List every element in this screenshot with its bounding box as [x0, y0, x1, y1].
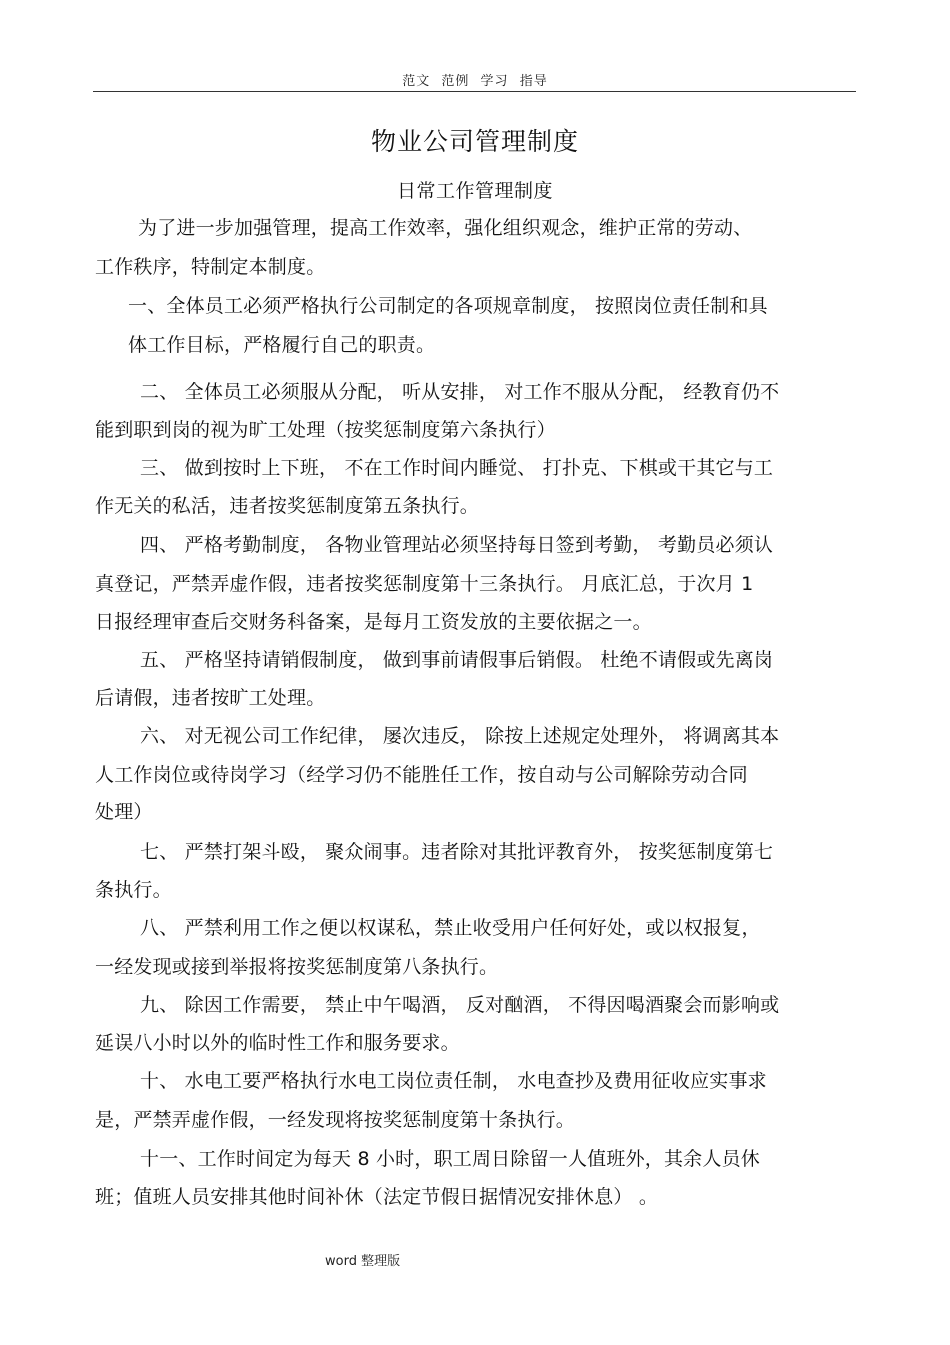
body-line: 为了进一步加强管理，提高工作效率，强化组织观念，维护正常的劳动、	[138, 217, 753, 239]
body-line: 日报经理审查后交财务科备案，是每月工资发放的主要依据之一。	[95, 611, 652, 633]
body-line: 人工作岗位或待岗学习（经学习仍不能胜任工作，按自动与公司解除劳动合同	[95, 764, 748, 786]
page-footer: word 整理版	[325, 1254, 401, 1269]
body-line: 九、 除因工作需要， 禁止中午喝酒， 反对酗酒， 不得因喝酒聚会而影响或	[140, 994, 780, 1016]
body-line: 后请假，违者按旷工处理。	[95, 687, 326, 709]
body-line: 真登记，严禁弄虚作假，违者按奖惩制度第十三条执行。 月底汇总，于次月 1	[95, 573, 754, 595]
body-line: 一、全体员工必须严格执行公司制定的各项规章制度， 按照岗位责任制和具	[128, 295, 768, 317]
document-title: 物业公司管理制度	[370, 127, 579, 156]
body-line: 是，严禁弄虚作假，一经发现将按奖惩制度第十条执行。	[95, 1109, 576, 1131]
body-line: 条执行。	[95, 879, 172, 901]
body-line: 工作秩序，特制定本制度。	[95, 256, 326, 278]
body-line: 一经发现或接到举报将按奖惩制度第八条执行。	[95, 956, 499, 978]
body-line: 五、 严格坚持请销假制度， 做到事前请假事后销假。 杜绝不请假或先离岗	[140, 649, 774, 671]
body-line: 班；值班人员安排其他时间补休（法定节假日据情况安排休息） 。	[95, 1186, 659, 1208]
body-line: 七、 严禁打架斗殴， 聚众闹事。违者除对其批评教育外， 按奖惩制度第七	[140, 841, 774, 863]
document-subtitle: 日常工作管理制度	[396, 180, 553, 202]
body-line: 三、 做到按时上下班， 不在工作时间内睡觉、 打扑克、下棋或干其它与工	[140, 457, 774, 479]
body-line: 处理）	[95, 801, 153, 823]
header-divider	[93, 91, 856, 92]
body-line: 体工作目标，严格履行自己的职责。	[128, 334, 436, 356]
body-line: 延误八小时以外的临时性工作和服务要求。	[95, 1032, 460, 1054]
body-line: 十、 水电工要严格执行水电工岗位责任制， 水电查抄及费用征收应实事求	[140, 1070, 767, 1092]
page-header: 范文 范例 学习 指导	[402, 74, 548, 89]
body-line: 八、 严禁利用工作之便以权谋私，禁止收受用户任何好处，或以权报复，	[140, 917, 761, 939]
body-line: 六、 对无视公司工作纪律， 屡次违反， 除按上述规定处理外， 将调离其本	[140, 725, 780, 747]
body-line: 十一、工作时间定为每天 8 小时，职工周日除留一人值班外，其余人员休	[140, 1148, 760, 1170]
body-line: 四、 严格考勤制度， 各物业管理站必须坚持每日签到考勤， 考勤员必须认	[140, 534, 774, 556]
body-line: 二、 全体员工必须服从分配， 听从安排， 对工作不服从分配， 经教育仍不	[140, 381, 780, 403]
body-line: 能到职到岗的视为旷工处理（按奖惩制度第六条执行）	[95, 419, 556, 441]
body-line: 作无关的私活，违者按奖惩制度第五条执行。	[95, 495, 480, 517]
